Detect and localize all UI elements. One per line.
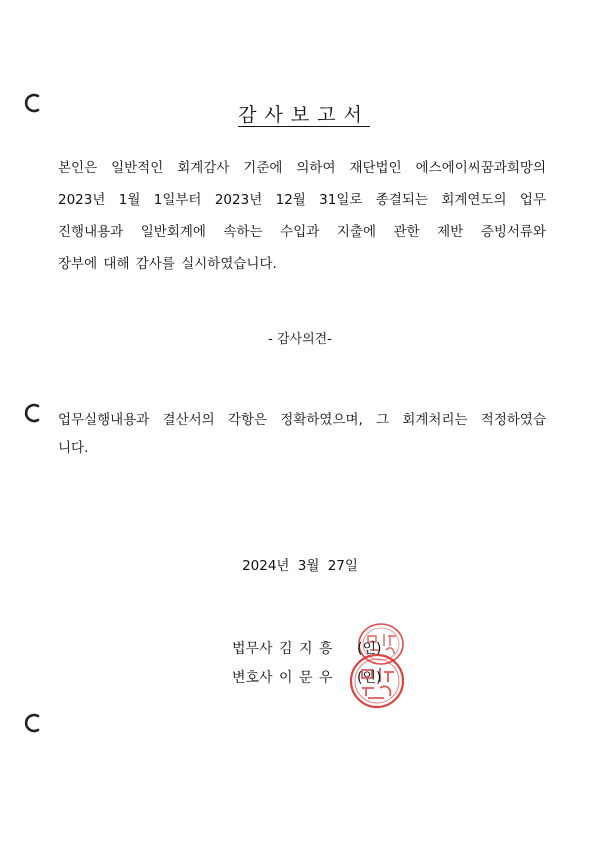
opinion-heading: - 감사의견-: [268, 332, 332, 347]
opinion-text: [58, 406, 546, 462]
seal-mark: (인): [357, 641, 382, 657]
report-body: [58, 152, 546, 280]
report-title-text: 감사보고서: [238, 104, 370, 126]
signer-lawyer-2: 변호사 이 문 우: [232, 670, 333, 686]
binder-hole-icon: [22, 712, 44, 734]
body-line: 2023년 1월 1일부터 2023년 12월 31일로 종결되는 회계연도의 업무: [58, 192, 546, 208]
report-date: 2024년 3월 27일: [242, 558, 358, 574]
opinion-line: 업무실행내용과 결산서의 각항은 정확하였으며, 그 회계처리는 적정하였습: [58, 412, 546, 428]
signer-lawyer-1: 법무사 김 지 흥: [232, 641, 333, 657]
seal-mark: (인): [357, 670, 382, 686]
body-line: 장부에 대해 감사를 실시하였습니다.: [58, 256, 277, 272]
report-title: [0, 100, 600, 127]
binder-hole-icon: [22, 402, 44, 424]
body-line: 본인은 일반적인 회계감사 기준에 의하여 재단법인 에스에이씨꿈과희망의: [58, 160, 546, 176]
body-line: 진행내용과 일반회계에 속하는 수입과 지출에 관한 제반 증빙서류와: [58, 224, 546, 240]
opinion-line: 니다.: [58, 440, 89, 456]
